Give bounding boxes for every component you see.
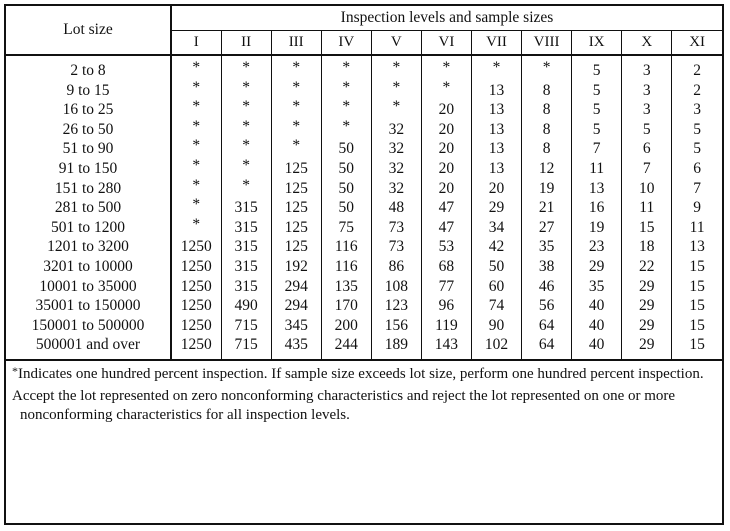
sample-size-cell: 32 bbox=[371, 159, 421, 179]
sample-size-cell: 715 bbox=[221, 316, 271, 336]
sample-size-cell: 156 bbox=[371, 316, 421, 336]
sample-size-cell: * bbox=[421, 52, 471, 78]
sample-size-cell: 5 bbox=[572, 81, 622, 101]
sample-size-cell: 116 bbox=[321, 257, 371, 277]
sample-size-cell: 16 bbox=[572, 198, 622, 218]
sample-size-cell: * bbox=[371, 78, 421, 98]
sample-size-cell: 13 bbox=[471, 120, 521, 140]
level-header-x: X bbox=[622, 31, 672, 56]
level-header-iii: III bbox=[271, 31, 321, 56]
level-header-ix: IX bbox=[572, 31, 622, 56]
sample-size-cell: * bbox=[471, 52, 521, 78]
sample-size-cell: 32 bbox=[371, 179, 421, 199]
sample-size-cell: * bbox=[192, 78, 201, 96]
sample-size-cell: 50 bbox=[321, 198, 371, 218]
sample-size-cell: 315 bbox=[221, 218, 271, 238]
sample-size-cell: 19 bbox=[572, 218, 622, 238]
sample-size-cell: * bbox=[221, 156, 271, 176]
table-row bbox=[6, 237, 722, 257]
sample-size-cell: * bbox=[221, 52, 271, 78]
sample-size-cell: 3 bbox=[672, 100, 722, 120]
sample-size-cell: 125 bbox=[271, 198, 321, 218]
sample-size-cell: 189 bbox=[371, 335, 421, 359]
table-notes bbox=[6, 359, 722, 426]
sample-size-cell: 73 bbox=[371, 237, 421, 257]
sample-size-cell: * bbox=[271, 117, 321, 137]
sample-size-cell: 8 bbox=[522, 100, 572, 120]
lot-size-cell: 150001 to 500000 bbox=[6, 316, 171, 336]
sample-size-cell: 40 bbox=[572, 335, 622, 359]
sample-size-cell: * bbox=[192, 98, 201, 116]
sample-size-cell: * bbox=[221, 117, 271, 137]
sample-size-cell: 20 bbox=[421, 100, 471, 120]
lot-size-cell: 2 to 8 bbox=[6, 55, 171, 81]
sample-size-cell: 715 bbox=[221, 335, 271, 359]
sample-size-cell: 315 bbox=[221, 277, 271, 297]
sample-size-cell: * bbox=[371, 52, 421, 78]
sample-size-cell: 15 bbox=[672, 316, 722, 336]
sample-size-cell: 47 bbox=[421, 198, 471, 218]
sample-size-cell: 5 bbox=[672, 139, 722, 159]
sample-size-cell: 11 bbox=[672, 218, 722, 238]
sample-size-cell: 32 bbox=[371, 139, 421, 159]
table-row bbox=[6, 335, 722, 359]
table-row bbox=[6, 277, 722, 297]
sample-size-cell: 244 bbox=[321, 335, 371, 359]
sample-size-cell: 20 bbox=[421, 159, 471, 179]
sample-size-cell: 40 bbox=[572, 316, 622, 336]
sample-size-cell: 200 bbox=[321, 316, 371, 336]
sample-size-cell: * bbox=[371, 97, 421, 117]
lot-size-cell: 1201 to 3200 bbox=[6, 237, 171, 257]
sample-size-cell: 86 bbox=[371, 257, 421, 277]
level-header-i: I bbox=[171, 31, 221, 56]
table-row bbox=[6, 159, 722, 179]
sample-size-cell: 56 bbox=[522, 296, 572, 316]
level-header-vi: VI bbox=[421, 31, 471, 56]
sample-size-cell: 170 bbox=[321, 296, 371, 316]
sample-size-cell: 13 bbox=[471, 100, 521, 120]
sample-size-cell: 8 bbox=[522, 81, 572, 101]
sample-size-cell: 5 bbox=[672, 120, 722, 140]
sample-size-cell: 2 bbox=[672, 81, 722, 101]
sample-size-cell: 20 bbox=[421, 120, 471, 140]
sample-size-cell: 8 bbox=[522, 120, 572, 140]
lot-size-cell: 281 to 500 bbox=[6, 198, 171, 218]
table-row bbox=[6, 120, 722, 140]
sample-size-cell: 48 bbox=[371, 198, 421, 218]
sample-size-cell: 3 bbox=[622, 55, 672, 81]
sample-size-cell: 1250 bbox=[180, 316, 212, 334]
sample-size-cell: 46 bbox=[522, 277, 572, 297]
sample-size-table bbox=[6, 6, 722, 359]
sample-size-cell: * bbox=[271, 97, 321, 117]
sample-size-cell: 29 bbox=[622, 316, 672, 336]
sample-size-cell: 74 bbox=[471, 296, 521, 316]
sample-size-cell: 64 bbox=[522, 335, 572, 359]
sample-size-cell: 20 bbox=[471, 179, 521, 199]
sample-size-cell: 50 bbox=[471, 257, 521, 277]
table-row bbox=[6, 139, 722, 159]
sample-size-cell: 19 bbox=[522, 179, 572, 199]
sample-size-cell: * bbox=[221, 78, 271, 98]
lot-size-cell: 151 to 280 bbox=[6, 179, 171, 199]
sample-size-cell: 23 bbox=[572, 237, 622, 257]
sample-size-cell: * bbox=[271, 78, 321, 98]
sample-size-cell: 96 bbox=[421, 296, 471, 316]
sample-size-cell: 53 bbox=[421, 237, 471, 257]
sample-size-cell: * bbox=[321, 52, 371, 78]
sample-size-cell: 47 bbox=[421, 218, 471, 238]
table-row bbox=[6, 257, 722, 277]
note-star-mark: * bbox=[12, 363, 18, 378]
sample-size-cell: 1250 bbox=[180, 336, 212, 354]
sample-size-cell: 3 bbox=[622, 81, 672, 101]
sample-size-cell: 1250 bbox=[180, 238, 212, 256]
table-row bbox=[6, 179, 722, 199]
note-one-text: Indicates one hundred percent inspection. If sample size exceeds lot size, perform one hundred percent inspection. bbox=[18, 365, 704, 382]
sample-size-cell: 42 bbox=[471, 237, 521, 257]
sample-size-cell: 68 bbox=[421, 257, 471, 277]
sample-size-cell: 13 bbox=[471, 139, 521, 159]
sample-size-cell: * bbox=[192, 117, 201, 135]
sample-size-cell: 22 bbox=[622, 257, 672, 277]
sample-size-cell: 125 bbox=[271, 237, 321, 257]
sample-size-cell: 15 bbox=[672, 296, 722, 316]
sample-size-cell: 5 bbox=[622, 120, 672, 140]
lot-size-cell: 91 to 150 bbox=[6, 159, 171, 179]
sample-size-cell: 1250 bbox=[180, 277, 212, 295]
lot-size-cell: 10001 to 35000 bbox=[6, 277, 171, 297]
sample-size-cell: 108 bbox=[371, 277, 421, 297]
sample-size-cell: 315 bbox=[221, 198, 271, 218]
sample-size-cell: 64 bbox=[522, 316, 572, 336]
sample-size-cell: 10 bbox=[622, 179, 672, 199]
sample-size-cell: 119 bbox=[421, 316, 471, 336]
sample-size-cell: 29 bbox=[622, 335, 672, 359]
sample-size-cell: 29 bbox=[622, 296, 672, 316]
sample-size-cell: * bbox=[192, 196, 201, 214]
sample-size-cell: 15 bbox=[672, 335, 722, 359]
sample-size-cell: 192 bbox=[271, 257, 321, 277]
sample-size-cell: * bbox=[192, 215, 201, 233]
sample-size-cell: 15 bbox=[672, 257, 722, 277]
sample-size-cell: * bbox=[271, 52, 321, 78]
sample-size-cell: * bbox=[421, 78, 471, 98]
sample-size-cell: 1250 bbox=[180, 297, 212, 315]
sample-size-cell: 5 bbox=[572, 120, 622, 140]
sample-size-cell: 7 bbox=[672, 179, 722, 199]
sample-size-cell: 18 bbox=[622, 237, 672, 257]
sample-size-cell: * bbox=[221, 136, 271, 156]
sample-size-cell: 125 bbox=[271, 218, 321, 238]
sample-size-cell: 125 bbox=[271, 159, 321, 179]
sample-size-cell: * bbox=[321, 117, 371, 137]
sample-size-cell: 21 bbox=[522, 198, 572, 218]
sample-size-cell: 5 bbox=[572, 55, 622, 81]
table-row bbox=[6, 316, 722, 336]
table-row bbox=[6, 198, 722, 218]
sample-size-cell: 490 bbox=[221, 296, 271, 316]
sample-size-cell: 35 bbox=[522, 237, 572, 257]
sample-size-cell: * bbox=[192, 156, 201, 174]
sample-size-cell: * bbox=[192, 176, 201, 194]
level-header-viii: VIII bbox=[522, 31, 572, 56]
sample-size-cell: * bbox=[321, 97, 371, 117]
lot-size-cell: 26 to 50 bbox=[6, 120, 171, 140]
sample-size-cell: 15 bbox=[622, 218, 672, 238]
sample-size-cell: 435 bbox=[271, 335, 321, 359]
sample-size-cell: 315 bbox=[221, 237, 271, 257]
lot-size-cell: 500001 and over bbox=[6, 335, 171, 359]
sample-size-cell: 50 bbox=[321, 179, 371, 199]
sample-size-cell: 8 bbox=[522, 139, 572, 159]
sample-size-cell: 11 bbox=[622, 198, 672, 218]
sample-size-cell: 32 bbox=[371, 120, 421, 140]
sample-size-cell: 40 bbox=[572, 296, 622, 316]
sample-size-cell: * bbox=[221, 97, 271, 117]
sample-size-cell: 2 bbox=[672, 55, 722, 81]
sample-size-cell: 13 bbox=[471, 81, 521, 101]
level-header-vii: VII bbox=[471, 31, 521, 56]
sample-size-cell: 102 bbox=[471, 335, 521, 359]
sample-size-cell: 29 bbox=[622, 277, 672, 297]
sample-size-cell: 34 bbox=[471, 218, 521, 238]
sample-size-cell: 77 bbox=[421, 277, 471, 297]
sample-size-cell: 73 bbox=[371, 218, 421, 238]
sample-size-cell: 123 bbox=[371, 296, 421, 316]
sampling-table-document bbox=[4, 4, 724, 525]
sample-size-cell: 38 bbox=[522, 257, 572, 277]
sample-size-cell: 75 bbox=[321, 218, 371, 238]
sample-size-cell: 294 bbox=[271, 296, 321, 316]
level-header-v: V bbox=[371, 31, 421, 56]
sample-size-cell: 125 bbox=[271, 179, 321, 199]
sample-size-cell: 29 bbox=[572, 257, 622, 277]
lot-size-header: Lot size bbox=[6, 6, 171, 55]
lot-size-cell: 35001 to 150000 bbox=[6, 296, 171, 316]
sample-size-cell: 90 bbox=[471, 316, 521, 336]
lot-size-cell: 3201 to 10000 bbox=[6, 257, 171, 277]
sample-size-cell: 12 bbox=[522, 159, 572, 179]
sample-size-cell: * bbox=[192, 137, 201, 155]
sample-size-cell: * bbox=[192, 59, 201, 76]
table-row bbox=[6, 296, 722, 316]
table-row bbox=[6, 218, 722, 238]
level-header-xi: XI bbox=[672, 31, 722, 56]
sample-size-cell: 35 bbox=[572, 277, 622, 297]
sample-size-cell: 15 bbox=[672, 277, 722, 297]
sample-size-cell: * bbox=[522, 52, 572, 78]
sample-size-cell: 5 bbox=[572, 100, 622, 120]
sample-size-cell: * bbox=[271, 136, 321, 156]
level-header-iv: IV bbox=[321, 31, 371, 56]
sample-size-cell: 60 bbox=[471, 277, 521, 297]
lot-size-cell: 501 to 1200 bbox=[6, 218, 171, 238]
lot-size-cell: 9 to 15 bbox=[6, 81, 171, 101]
level-header-ii: II bbox=[221, 31, 271, 56]
table-body bbox=[6, 55, 722, 359]
sample-size-cell: 50 bbox=[321, 159, 371, 179]
sample-size-cell: 13 bbox=[572, 179, 622, 199]
lot-size-cell: 51 to 90 bbox=[6, 139, 171, 159]
sample-size-cell: 135 bbox=[321, 277, 371, 297]
sample-size-cell: 20 bbox=[421, 139, 471, 159]
sample-size-cell: 50 bbox=[321, 139, 371, 159]
inspection-levels-header: Inspection levels and sample sizes bbox=[171, 6, 722, 31]
sample-size-cell: 7 bbox=[622, 159, 672, 179]
sample-size-cell: 13 bbox=[471, 159, 521, 179]
sample-size-cell: 1250 bbox=[180, 257, 212, 275]
sample-size-cell: 7 bbox=[572, 139, 622, 159]
sample-size-cell: 3 bbox=[622, 100, 672, 120]
note-acceptance: Accept the lot represented on zero nonconforming characteristics and reject the lot represented on one or more nonconforming characteristics for all inspection levels. bbox=[12, 387, 676, 424]
sample-size-cell: 9 bbox=[672, 198, 722, 218]
sample-size-cell: * bbox=[221, 176, 271, 196]
sample-size-cell: 13 bbox=[672, 237, 722, 257]
sample-size-cell: 315 bbox=[221, 257, 271, 277]
sample-size-cell: 116 bbox=[321, 237, 371, 257]
sample-size-cell: 6 bbox=[672, 159, 722, 179]
sample-size-cell: 143 bbox=[421, 335, 471, 359]
sample-size-cell: 6 bbox=[622, 139, 672, 159]
sample-size-cell: 294 bbox=[271, 277, 321, 297]
sample-size-cell: 20 bbox=[421, 179, 471, 199]
note-one-hundred-percent bbox=[12, 365, 716, 385]
sample-size-cell: * bbox=[321, 78, 371, 98]
lot-size-cell: 16 to 25 bbox=[6, 100, 171, 120]
sample-size-cell: 345 bbox=[271, 316, 321, 336]
sample-size-cell: 27 bbox=[522, 218, 572, 238]
sample-size-cell: 11 bbox=[572, 159, 622, 179]
sample-size-cell: 29 bbox=[471, 198, 521, 218]
